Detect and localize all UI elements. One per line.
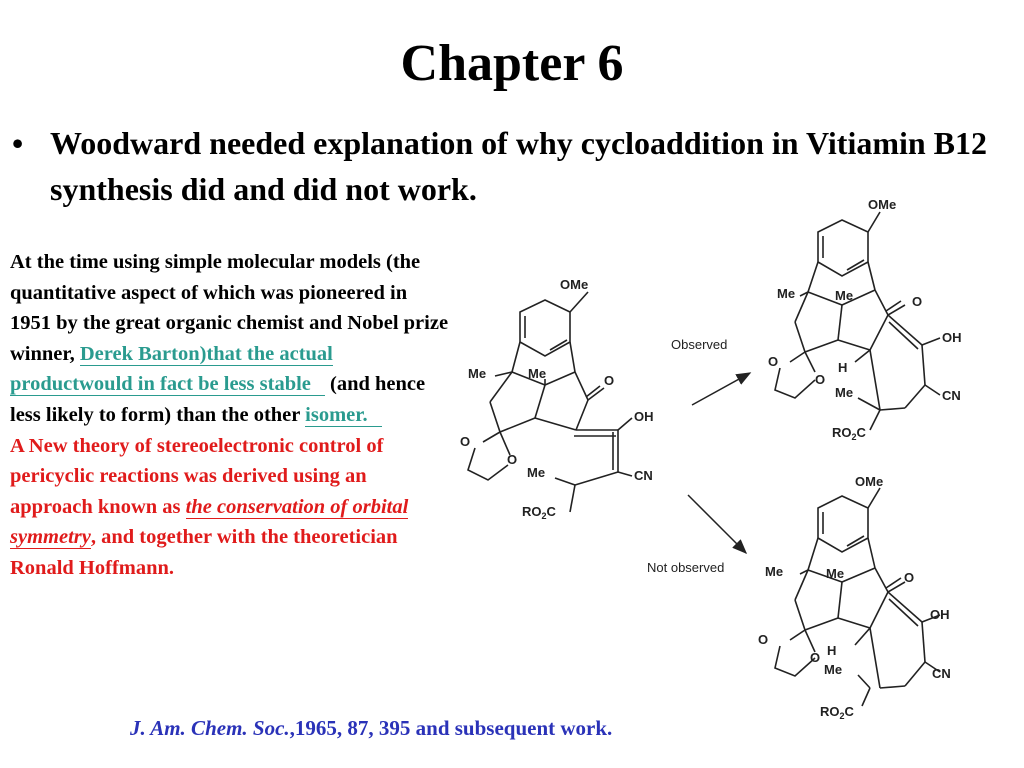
slide-title: Chapter 6: [400, 35, 624, 92]
citation-journal: J. Am. Chem. Soc.: [130, 716, 290, 740]
not-observed-product-labels: [758, 474, 951, 721]
svg-text:OH: OH: [942, 330, 962, 345]
svg-text:O: O: [768, 354, 779, 369]
not-observed-product: [775, 488, 940, 706]
isomer-link[interactable]: isomer.: [305, 404, 381, 427]
svg-text:OMe: OMe: [868, 197, 897, 212]
svg-text:Me: Me: [468, 366, 487, 381]
svg-text:Me: Me: [527, 465, 546, 480]
bullet-text: Woodward needed explanation of why cycloaddition in Vitiamin B12 synthesis did and did not work.: [50, 125, 988, 207]
svg-text:O: O: [904, 570, 915, 585]
svg-text:CN: CN: [942, 388, 961, 403]
svg-text:O: O: [810, 650, 821, 665]
svg-text:RO2C: $RO_2C$: [522, 504, 556, 521]
svg-text:RO2C: $RO_2C$: [820, 704, 854, 721]
svg-text:H: H: [827, 643, 837, 658]
svg-text:H: H: [838, 360, 848, 375]
svg-text:CN: CN: [634, 468, 653, 483]
citation-details: ,1965, 87, 395 and subsequent work.: [289, 716, 613, 740]
svg-text:Me: Me: [826, 566, 845, 581]
svg-text:OH: OH: [634, 409, 654, 424]
paragraph-text-2: (and hence less likely to form) than the other: [10, 373, 426, 426]
svg-text:OH: OH: [930, 607, 950, 622]
svg-text:OMe: OMe: [560, 277, 589, 292]
svg-text:Me: Me: [777, 286, 796, 301]
observed-product: [775, 212, 940, 430]
svg-text:O: O: [758, 632, 769, 647]
observed-arrow: [671, 337, 750, 405]
svg-text:CN: CN: [932, 666, 951, 681]
svg-text:Observed: Observed: [671, 337, 728, 352]
orbital-symmetry-text: the conservation of orbital symmetry: [10, 495, 409, 549]
hoffmann-text: and together with the theoretician Ronald Hoffmann.: [10, 526, 398, 579]
svg-text:Me: Me: [765, 564, 784, 579]
theory-comma: ,: [90, 526, 96, 549]
starting-molecule-labels: [460, 277, 654, 521]
svg-text:Not observed: Not observed: [647, 560, 725, 575]
theory-text: A New theory of stereoelectronic control of pericyclic reactions was derived using an approach known as: [10, 434, 384, 518]
paragraph-text-1: At the time using simple molecular models (the quantitative aspect of which was pioneered in 1951 by the great organic chemist and Nobel prize winner,: [10, 251, 449, 365]
svg-text:Me: Me: [824, 662, 843, 677]
svg-text:OMe: OMe: [855, 474, 884, 489]
svg-text:Me: Me: [835, 288, 854, 303]
bullet-marker: •: [12, 125, 24, 161]
observed-product-labels: [768, 197, 962, 442]
barton-link[interactable]: Derek Barton)that the actual productwould in fact be less stable: [10, 342, 333, 396]
not-observed-arrow: [647, 495, 746, 575]
svg-text:O: O: [815, 372, 826, 387]
svg-text:Me: Me: [835, 385, 854, 400]
starting-molecule: [468, 292, 632, 512]
svg-text:O: O: [507, 452, 518, 467]
svg-text:Me: Me: [528, 366, 547, 381]
svg-text:RO2C: $RO_2C$: [832, 425, 866, 442]
svg-text:O: O: [912, 294, 923, 309]
svg-text:O: O: [460, 434, 471, 449]
svg-text:O: O: [604, 373, 615, 388]
